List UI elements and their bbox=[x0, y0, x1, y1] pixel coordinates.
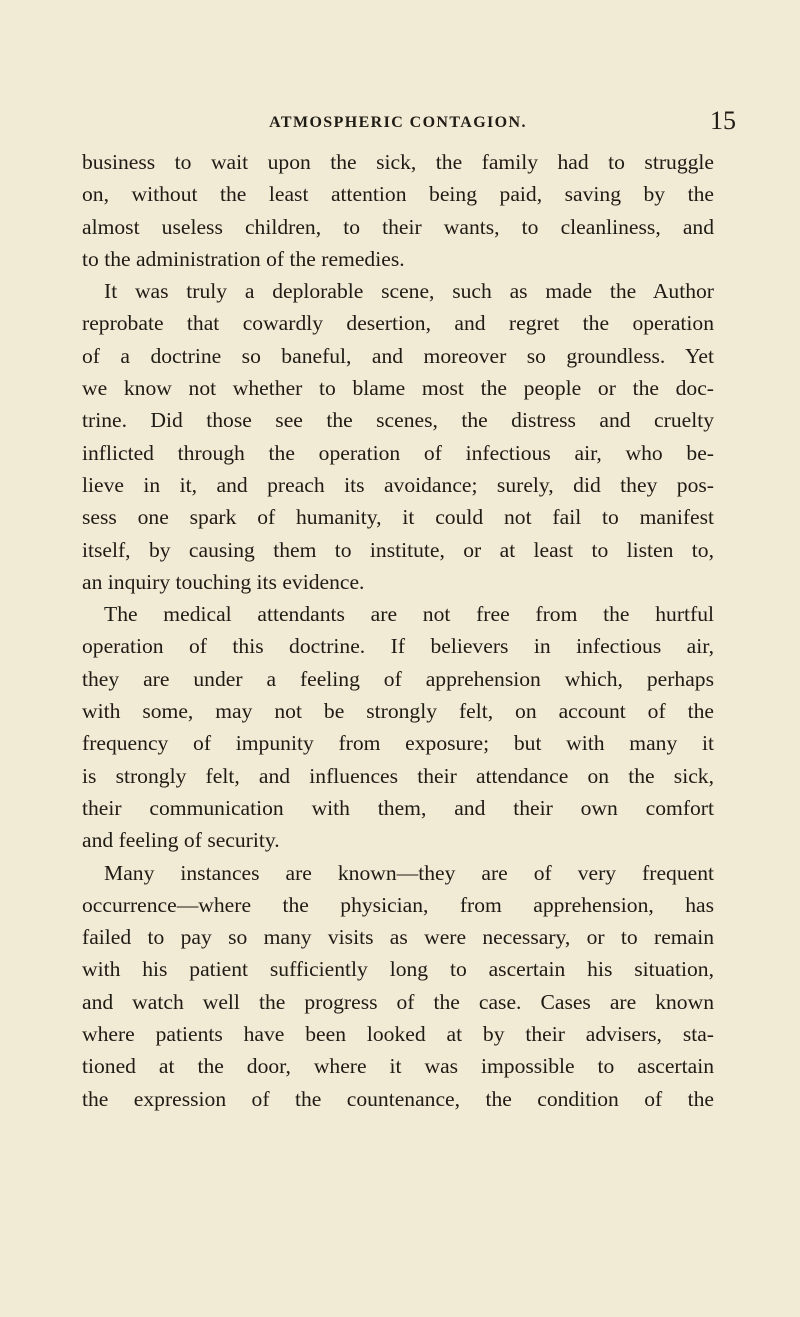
body-text bbox=[82, 146, 714, 1115]
running-head bbox=[82, 106, 736, 136]
text-line: an inquiry touching its evidence. bbox=[82, 569, 365, 594]
text-line: failed to pay so many visits as were necessary, or to remain bbox=[82, 925, 714, 950]
text-line: and feeling of security. bbox=[82, 828, 280, 853]
text-line: of a doctrine so baneful, and moreover so groundless. Yet bbox=[82, 343, 714, 368]
paragraph bbox=[82, 275, 714, 598]
text-line: tioned at the door, where it was impossible to ascertain bbox=[82, 1054, 714, 1079]
running-title: ATMOSPHERIC CONTAGION. bbox=[269, 114, 527, 131]
page-number: 15 bbox=[710, 106, 736, 135]
paragraph bbox=[82, 146, 714, 275]
text-line: on, without the least attention being paid, saving by the bbox=[82, 182, 714, 207]
text-line: almost useless children, to their wants, to cleanliness, and bbox=[82, 214, 714, 239]
text-line: Many instances are known—they are of very frequent bbox=[104, 860, 714, 885]
text-line: operation of this doctrine. If believers in infectious air, bbox=[82, 634, 714, 659]
text-line: lieve in it, and preach its avoidance; surely, did they pos- bbox=[82, 472, 714, 497]
text-line: business to wait upon the sick, the family had to struggle bbox=[82, 150, 714, 174]
text-line: sess one spark of humanity, it could not fail to manifest bbox=[82, 505, 714, 530]
text-line: to the administration of the remedies. bbox=[82, 246, 405, 271]
paragraph bbox=[82, 857, 714, 1115]
text-line: The medical attendants are not free from the hurtful bbox=[104, 602, 714, 627]
text-line: It was truly a deplorable scene, such as made the Author bbox=[104, 279, 714, 304]
text-line: trine. Did those see the scenes, the distress and cruelty bbox=[82, 408, 714, 433]
text-line: with some, may not be strongly felt, on account of the bbox=[82, 699, 714, 724]
text-line: with his patient sufficiently long to ascertain his situation, bbox=[82, 957, 714, 982]
paragraph bbox=[82, 598, 714, 856]
text-line: occurrence—where the physician, from apprehension, has bbox=[82, 892, 714, 917]
text-line: we know not whether to blame most the people or the doc- bbox=[82, 376, 714, 401]
text-line: where patients have been looked at by their advisers, sta- bbox=[82, 1022, 714, 1047]
text-line: itself, by causing them to institute, or at least to listen to, bbox=[82, 537, 714, 562]
text-line: and watch well the progress of the case. Cases are known bbox=[82, 989, 714, 1014]
text-line: their communication with them, and their own comfort bbox=[82, 795, 714, 820]
text-line: they are under a feeling of apprehension which, perhaps bbox=[82, 666, 714, 691]
text-line: inflicted through the operation of infectious air, who be- bbox=[82, 440, 714, 465]
text-line: the expression of the countenance, the condition of the bbox=[82, 1086, 714, 1111]
text-line: is strongly felt, and influences their attendance on the sick, bbox=[82, 763, 714, 788]
text-line: reprobate that cowardly desertion, and regret the operation bbox=[82, 311, 714, 336]
text-line: frequency of impunity from exposure; but with many it bbox=[82, 731, 714, 756]
